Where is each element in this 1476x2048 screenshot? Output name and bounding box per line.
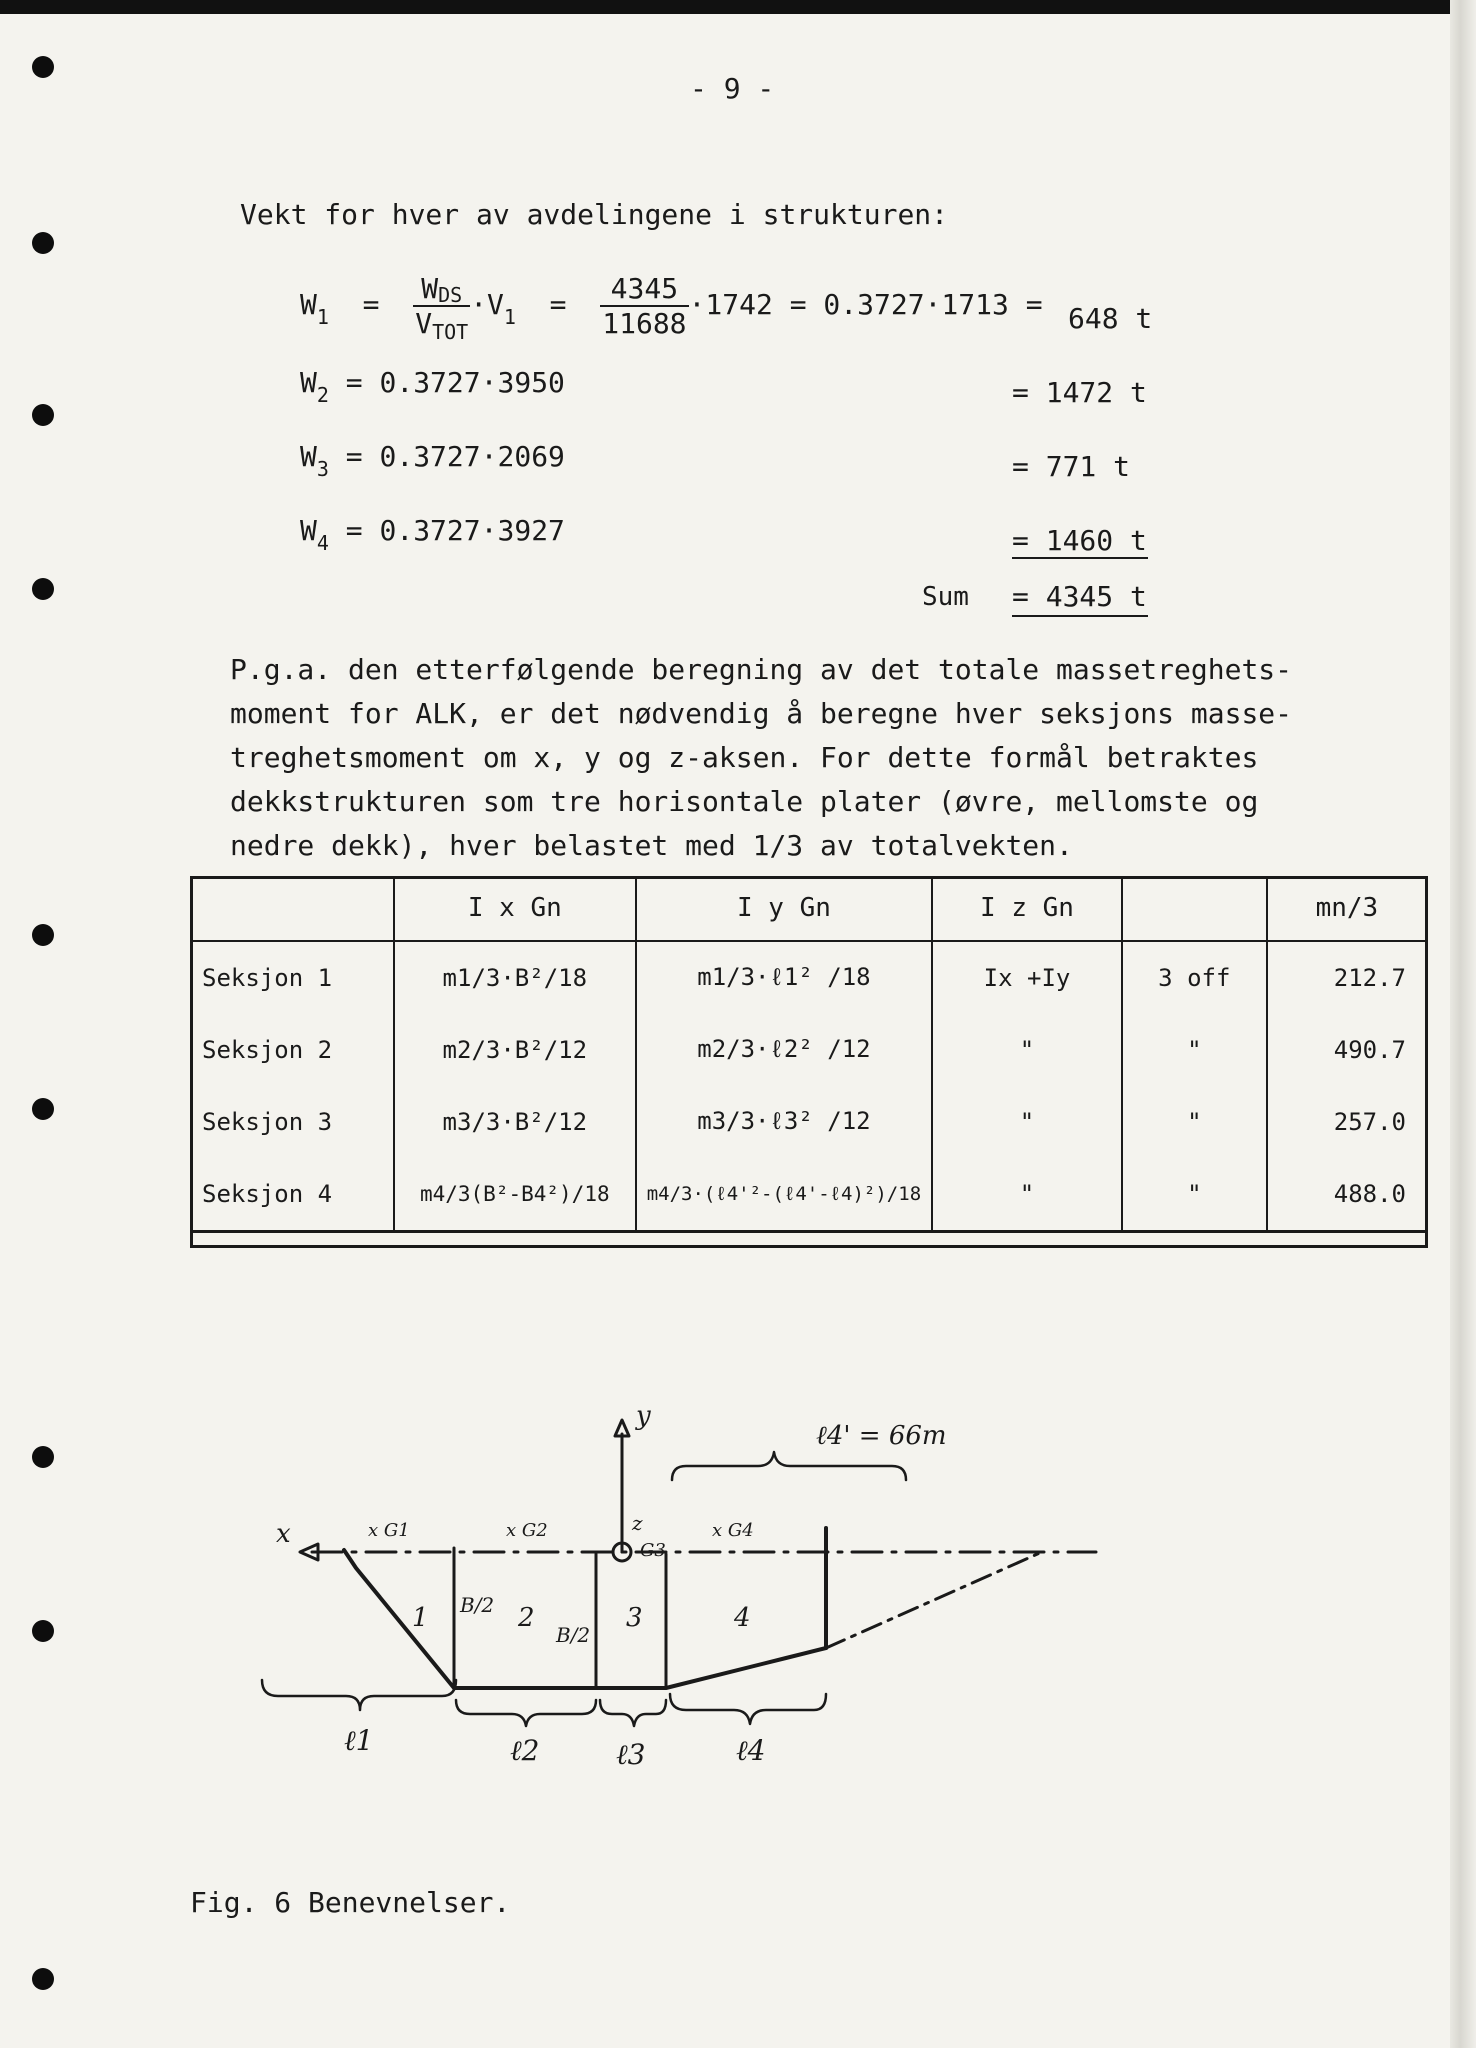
equation-w3: $W_3 = 0.3727\cdot 2069$ xyxy=(300,440,565,481)
row-label: Seksjon 4 xyxy=(191,1158,394,1232)
brace-l1 xyxy=(262,1680,456,1710)
punch-hole xyxy=(32,1098,54,1120)
y-axis-label: y xyxy=(636,1401,651,1431)
w1-result: 648 t xyxy=(1068,302,1153,335)
off-count: " xyxy=(1122,1158,1267,1232)
l4-prime-brace xyxy=(672,1452,906,1480)
iy-formula: m2/3·ℓ2² /12 xyxy=(636,1014,932,1086)
punch-hole xyxy=(32,232,54,254)
section-number: 4 xyxy=(734,1603,751,1633)
extension-line xyxy=(826,1552,1042,1648)
punch-hole xyxy=(32,1446,54,1468)
section-sketch xyxy=(260,1380,1120,1820)
w3-result: = 771 t xyxy=(1012,450,1131,483)
off-count: " xyxy=(1122,1014,1267,1086)
brace-l2 xyxy=(456,1700,596,1726)
row-label: Seksjon 2 xyxy=(191,1014,394,1086)
iz-formula: " xyxy=(932,1014,1122,1086)
ix-formula: m1/3·B²/18 xyxy=(394,941,636,1014)
row-label: Seksjon 3 xyxy=(191,1086,394,1158)
mass-value: 488.0 xyxy=(1267,1158,1427,1232)
paragraph-line: dekkstrukturen som tre horisontale plater (øvre, mellomste og xyxy=(230,785,1259,818)
l4-prime-label: ℓ4' = 66m xyxy=(816,1421,947,1451)
punch-hole xyxy=(32,56,54,78)
ix-formula: m3/3·B²/12 xyxy=(394,1086,636,1158)
length-label: ℓ2 xyxy=(510,1734,540,1767)
iz-formula: " xyxy=(932,1158,1122,1232)
punch-hole xyxy=(32,1968,54,1990)
iy-formula: m1/3·ℓ1² /18 xyxy=(636,941,932,1014)
page-number: - 9 - xyxy=(690,72,775,105)
section-number: 2 xyxy=(518,1603,535,1633)
figure-caption: Fig. 6 Benevnelser. xyxy=(190,1886,511,1919)
cg-label: x G1 xyxy=(368,1520,410,1541)
sum-result: = 4345 t xyxy=(1012,580,1148,617)
w2-result: = 1472 t xyxy=(1012,376,1147,409)
paragraph-line: treghetsmoment om x, y og z-aksen. For dette formål betraktes xyxy=(230,741,1259,774)
iz-formula: " xyxy=(932,1086,1122,1158)
table-header xyxy=(191,876,394,941)
iy-formula: m4/3·(ℓ4'²-(ℓ4'-ℓ4)²)/18 xyxy=(636,1158,932,1232)
sum-label: Sum xyxy=(922,582,969,612)
scan-right-edge xyxy=(1450,0,1476,2048)
table-row xyxy=(191,1158,1427,1232)
length-label: ℓ1 xyxy=(344,1724,374,1757)
section-number: 3 xyxy=(626,1603,643,1633)
table-header: I z Gn xyxy=(932,876,1122,941)
z-axis-label: z xyxy=(632,1511,643,1535)
ix-formula: m4/3(B²-B4²)/18 xyxy=(394,1158,636,1232)
half-beam-label: B/2 xyxy=(460,1593,495,1617)
table-row xyxy=(191,1086,1427,1158)
mass-value: 257.0 xyxy=(1267,1086,1427,1158)
length-label: ℓ4 xyxy=(736,1734,766,1767)
wds-over-vtot: $\frac{\text{WDS}}{V_{TOT}}$ xyxy=(415,272,469,344)
weight-ratio: $\frac{4345}{11688}$ xyxy=(602,272,687,340)
brace-l3 xyxy=(600,1700,666,1726)
table-header-row xyxy=(191,876,1427,941)
half-beam-label: B/2 xyxy=(556,1623,591,1647)
cg-label: x G4 xyxy=(712,1520,754,1541)
section-number: 1 xyxy=(412,1603,429,1633)
punch-hole xyxy=(32,578,54,600)
iz-formula: Ix +Iy xyxy=(932,941,1122,1014)
mass-value: 490.7 xyxy=(1267,1014,1427,1086)
table-header: I y Gn xyxy=(636,876,932,941)
punch-hole xyxy=(32,924,54,946)
table-row xyxy=(191,941,1427,1014)
mass-value: 212.7 xyxy=(1267,941,1427,1014)
table-header: I x Gn xyxy=(394,876,636,941)
cg-label: G3 xyxy=(640,1540,666,1561)
scan-top-edge xyxy=(0,0,1476,14)
ix-formula: m2/3·B²/12 xyxy=(394,1014,636,1086)
table-row xyxy=(191,1014,1427,1086)
w1-symbol: $W_1$ xyxy=(300,288,329,329)
w4-result: = 1460 t xyxy=(1012,524,1147,557)
section-heading: Vekt for hver av avdelingene i strukturen: xyxy=(240,198,949,231)
row-label: Seksjon 1 xyxy=(191,941,394,1014)
cg-label: x G2 xyxy=(506,1520,548,1541)
table-header xyxy=(1122,876,1267,941)
punch-hole xyxy=(32,1620,54,1642)
off-count: " xyxy=(1122,1086,1267,1158)
table-header: mn/3 xyxy=(1267,876,1427,941)
length-label: ℓ3 xyxy=(616,1738,646,1771)
equation-w4: $W_4 = 0.3727\cdot 3927$ xyxy=(300,514,565,555)
inertia-table xyxy=(190,876,1428,1233)
x-axis-label: x xyxy=(276,1519,291,1549)
paragraph-line: P.g.a. den etterfølgende beregning av det totale massetreghets- xyxy=(230,653,1293,686)
paragraph-line: nedre dekk), hver belastet med 1/3 av totalvekten. xyxy=(230,829,1073,862)
body-paragraph xyxy=(230,648,1350,868)
punch-hole xyxy=(32,404,54,426)
paragraph-line: moment for ALK, er det nødvendig å beregne hver seksjons masse- xyxy=(230,697,1293,730)
iy-formula: m3/3·ℓ3² /12 xyxy=(636,1086,932,1158)
equation-w2: $W_2 = 0.3727\cdot 3950$ xyxy=(300,366,565,407)
equation-w1: $W_1$ = $\frac{\text{WDS}}{V_{TOT}}$ $\cdot V_1$ = $\frac{4345}{11688}$ ·1742 = 0.3727·1713 = xyxy=(300,272,1043,344)
off-count: 3 off xyxy=(1122,941,1267,1014)
brace-l4 xyxy=(670,1694,826,1724)
